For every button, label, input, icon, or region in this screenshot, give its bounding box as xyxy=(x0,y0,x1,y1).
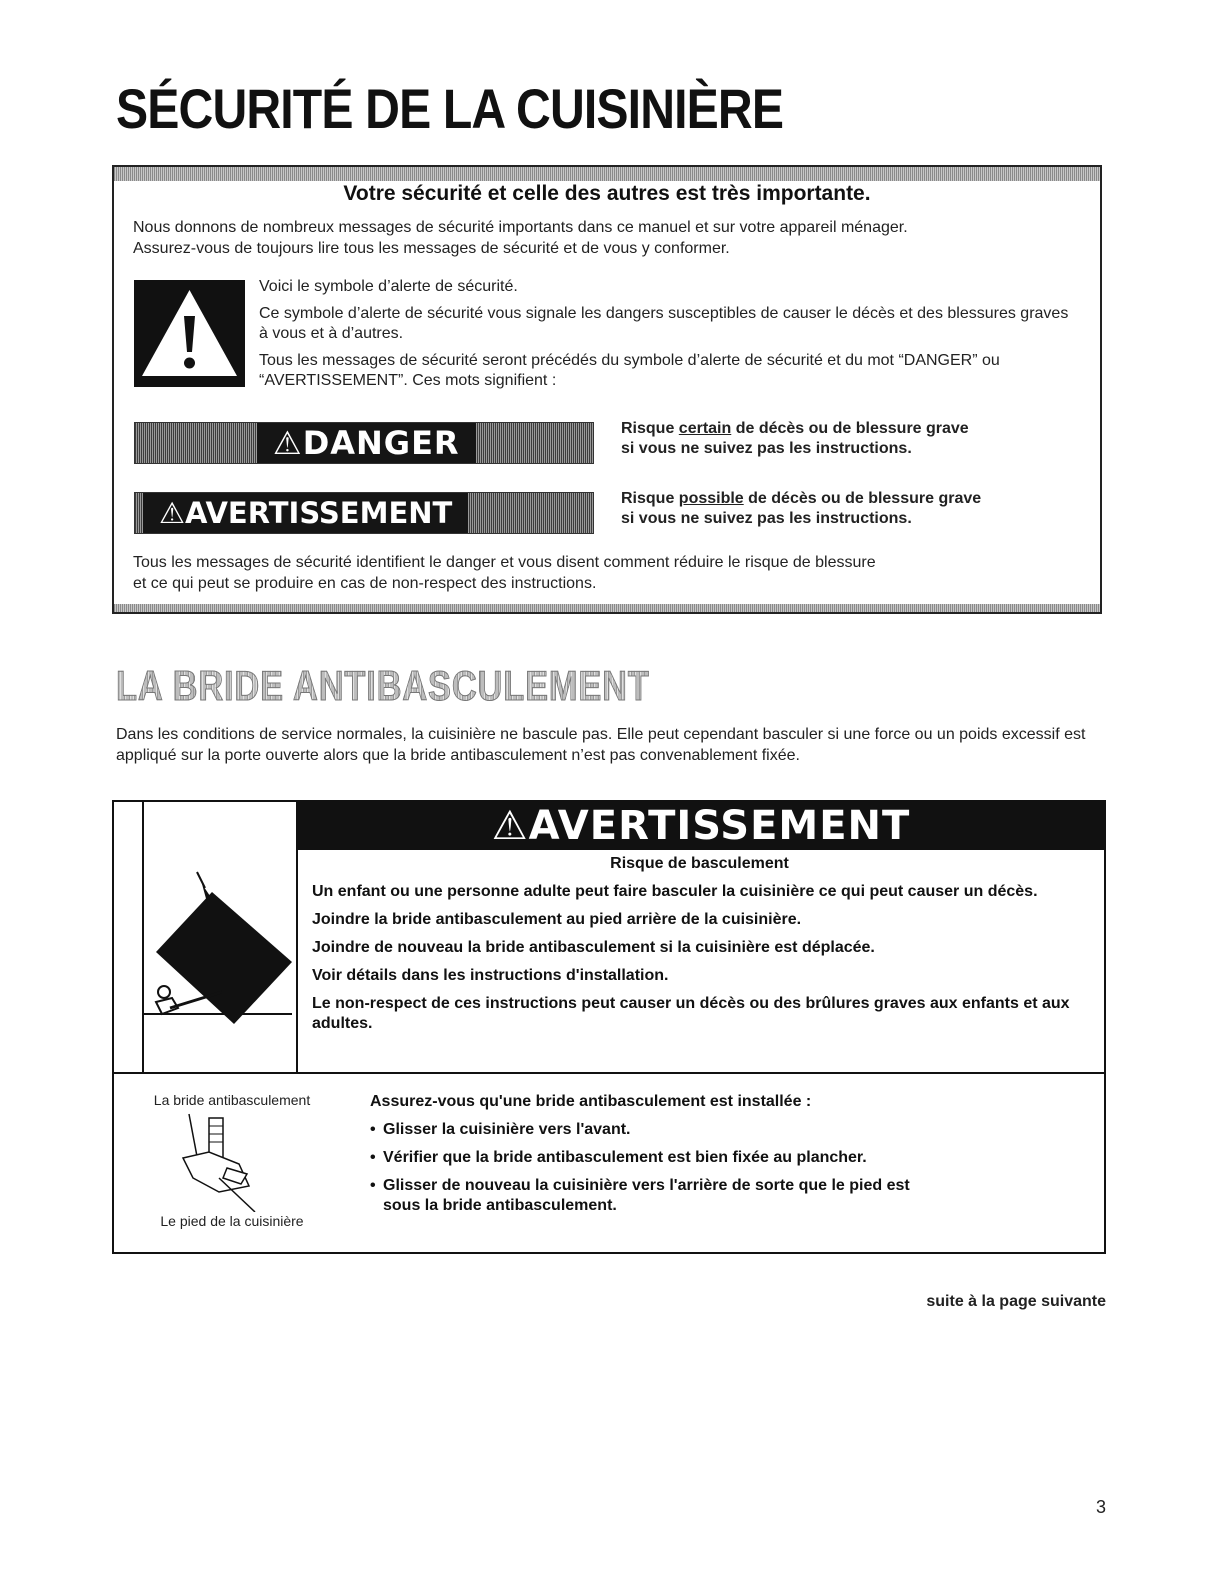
section-title: LA BRIDE ANTIBASCULEMENT xyxy=(116,662,650,709)
box-bottom-band xyxy=(114,604,1100,612)
symbol-line: Voici le symbole d’alerte de sécurité. xyxy=(259,278,518,295)
safety-intro xyxy=(133,217,908,259)
warning-line: Le non-respect de ces instructions peut causer un décès ou des brûlures graves aux enfants et aux adultes. xyxy=(312,995,1070,1032)
closing-line: et ce qui peut se produire en cas de non-respect des instructions. xyxy=(133,575,597,592)
desc-text: si vous ne suivez pas les instructions. xyxy=(621,440,912,457)
range-tip-over-icon xyxy=(142,802,296,1072)
desc-keyword: certain xyxy=(678,420,732,437)
warning-signal-bar xyxy=(134,492,594,534)
desc-text: Risque xyxy=(621,490,679,507)
tip-over-warning-box xyxy=(112,800,1106,1254)
list-item: • Vérifier que la bride antibasculement est bien fixée au plancher. xyxy=(370,1148,930,1168)
warning-body xyxy=(312,854,1087,1042)
warning-description xyxy=(621,489,1091,529)
warning-line: Un enfant ou une personne adulte peut faire basculer la cuisinière ce qui peut causer un décès. xyxy=(312,883,1038,900)
warning-left-margin-cell xyxy=(114,802,144,1072)
warning-subtitle: Risque de basculement xyxy=(610,855,789,872)
warning-triangle-icon xyxy=(134,280,245,387)
section-paragraph: Dans les conditions de service normales, la cuisinière ne bascule pas. Elle peut cependant basculer si une force ou un poids excessif est appliqué sur la porte ouverte alors que la bride antibasculement n’est pas convenablement fixée. xyxy=(116,726,1086,764)
bracket-steps xyxy=(370,1120,930,1224)
list-item: • Glisser de nouveau la cuisinière vers l'arrière de sorte que le pied est sous la bride antibasculement. xyxy=(370,1176,930,1216)
box-top-band xyxy=(114,167,1100,181)
desc-text: Risque xyxy=(621,420,679,437)
warning-header: ⚠AVERTISSEMENT xyxy=(298,802,1104,850)
anti-tip-bracket-icon xyxy=(169,1112,279,1212)
tip-over-illustration-cell xyxy=(142,802,298,1072)
desc-text: si vous ne suivez pas les instructions. xyxy=(621,510,912,527)
bracket-intro: Assurez-vous qu'une bride antibasculement est installée : xyxy=(370,1093,812,1110)
continued-note: suite à la page suivante xyxy=(926,1293,1106,1310)
desc-text: de décès ou de blessure grave xyxy=(731,420,969,437)
intro-line: Nous donnons de nombreux messages de sécurité importants dans ce manuel et sur votre appareil ménager. xyxy=(133,219,908,236)
page-number: 3 xyxy=(1095,1497,1106,1517)
foot-label: Le pied de la cuisinière xyxy=(160,1213,304,1229)
safety-closing xyxy=(133,552,876,594)
warning-signal-word: ⚠AVERTISSEMENT xyxy=(143,493,468,533)
danger-signal-word: ⚠DANGER xyxy=(257,423,476,463)
desc-keyword: possible xyxy=(678,490,744,507)
danger-description xyxy=(621,419,1091,459)
warning-line: Joindre la bride antibasculement au pied arrière de la cuisinière. xyxy=(312,911,802,928)
warning-line: Voir détails dans les instructions d'installation. xyxy=(312,967,669,984)
warning-divider xyxy=(114,1072,1104,1074)
symbol-line: Ce symbole d’alerte de sécurité vous signale les dangers susceptibles de causer le décès et des blessures graves à vous et à d’autres. xyxy=(259,305,1069,342)
intro-line: Assurez-vous de toujours lire tous les messages de sécurité et de vous y conformer. xyxy=(133,240,730,257)
closing-line: Tous les messages de sécurité identifient le danger et vous disent comment réduire le risque de blessure xyxy=(133,554,876,571)
symbol-explanation xyxy=(259,277,1079,398)
desc-text: de décès ou de blessure grave xyxy=(743,490,982,507)
page-title: SÉCURITÉ DE LA CUISINIÈRE xyxy=(116,77,784,140)
danger-signal-bar xyxy=(134,422,594,464)
symbol-line: Tous les messages de sécurité seront précédés du symbole d’alerte de sécurité et du mot “DANGER” ou “AVERTISSEMENT”. Ces mots signifient : xyxy=(259,352,1000,389)
safety-heading: Votre sécurité et celle des autres est très importante. xyxy=(343,182,871,205)
bracket-label: La bride antibasculement xyxy=(153,1092,311,1108)
safety-info-box xyxy=(112,165,1102,614)
warning-line: Joindre de nouveau la bride antibasculement si la cuisinière est déplacée. xyxy=(312,939,875,956)
list-item: • Glisser la cuisinière vers l'avant. xyxy=(370,1120,930,1140)
